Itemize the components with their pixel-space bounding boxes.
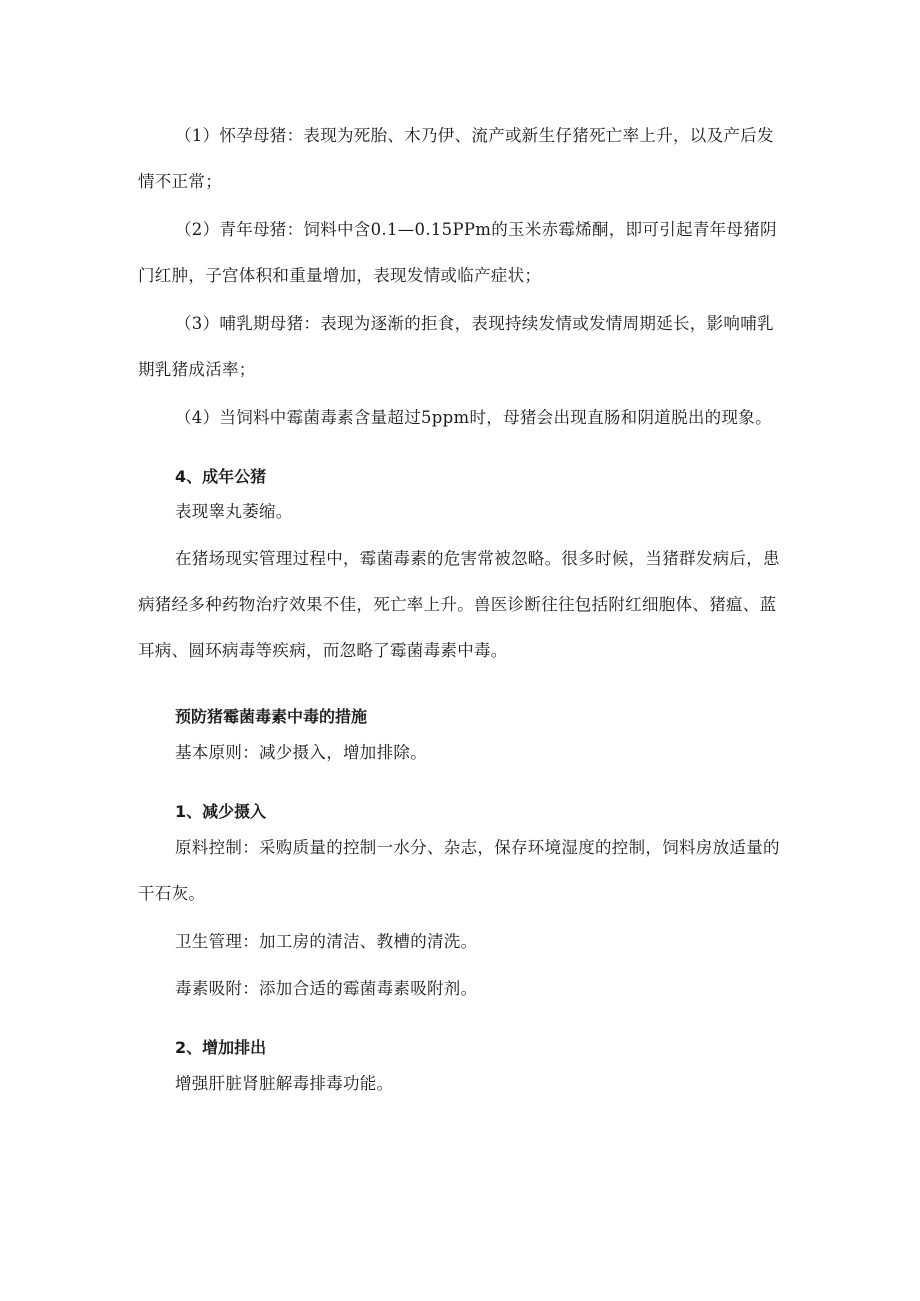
paragraph-adsorption: 毒素吸附：添加合适的霉菌毒素吸附剂。 [175, 979, 478, 998]
paragraph-basic-principle: 基本原则：减少摄入，增加排除。 [175, 743, 427, 762]
paragraph-lactating-sow: （3）哺乳期母猪：表现为逐渐的拒食，表现持续发情或发情周期延长，影响哺乳期乳猪成活率； [138, 314, 774, 379]
paragraph-detox: 增强肝脏肾脏解毒排毒功能。 [175, 1074, 394, 1093]
paragraph-young-sow: （2）青年母猪：饲料中含0.1—0.15PPm的玉米赤霉烯酮，即可引起青年母猪阴门红肿，子宫体积和重量增加，表现发情或临产症状； [138, 220, 777, 285]
paragraph-boar-symptom: 表现睾丸萎缩。 [175, 502, 293, 521]
heading-increase-excretion: 2、增加排出 [175, 1038, 267, 1057]
paragraph-toxin-level: （4）当饲料中霉菌毒素含量超过5ppm时，母猪会出现直肠和阴道脱出的现象。 [175, 408, 772, 427]
paragraph-hygiene: 卫生管理：加工房的清洁、教槽的清洗。 [175, 932, 478, 951]
paragraph-pregnant-sow: （1）怀孕母猪：表现为死胎、木乃伊、流产或新生仔猪死亡率上升，以及产后发情不正常； [138, 126, 774, 191]
heading-reduce-intake: 1、减少摄入 [175, 802, 267, 821]
paragraph-raw-material: 原料控制：采购质量的控制一水分、杂志，保存环境湿度的控制，饲料房放适量的干石灰。 [138, 838, 780, 903]
heading-adult-boar: 4、成年公猪 [175, 467, 267, 486]
paragraph-management: 在猪场现实管理过程中，霉菌毒素的危害常被忽略。很多时候，当猪群发病后，患病猪经多种药物治疗效果不佳，死亡率上升。兽医诊断往往包括附红细胞体、猪瘟、蓝耳病、圆环病毒等疾病，而忽略了霉菌毒素中毒。 [138, 549, 780, 660]
heading-prevention: 预防猪霉菌毒素中毒的措施 [175, 707, 368, 726]
